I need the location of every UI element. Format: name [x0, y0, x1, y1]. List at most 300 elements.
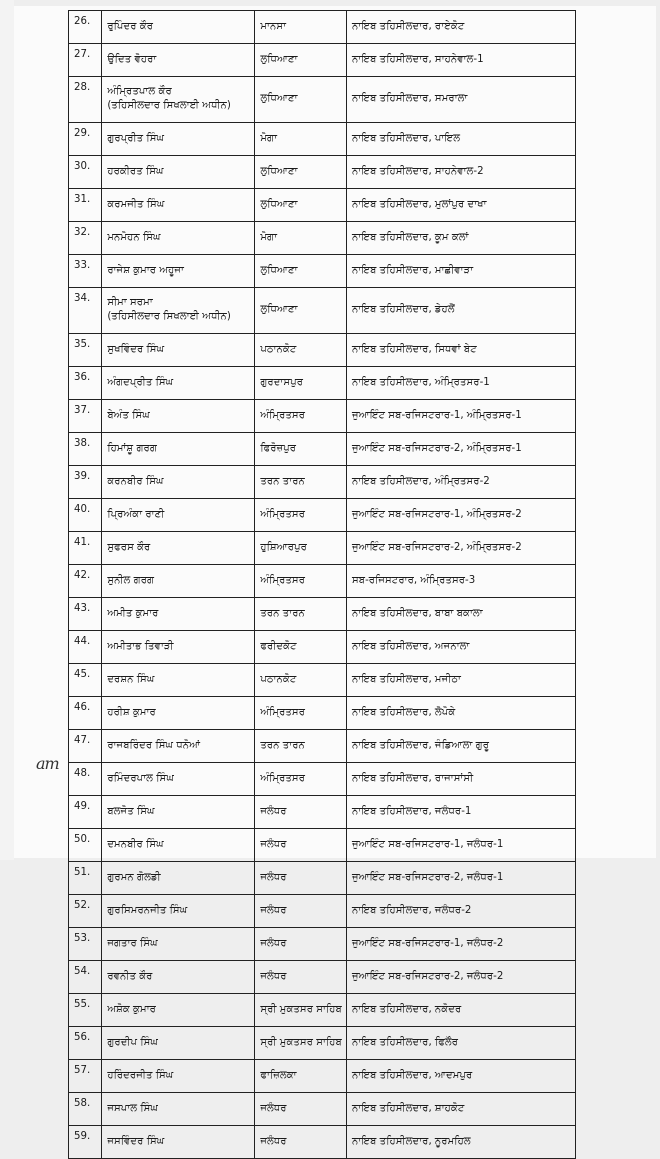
serial-number-cell — [69, 367, 102, 400]
posting-place-cell — [346, 433, 575, 466]
posting-place-text: ਨਾਇਬ ਤਹਿਸੀਲਦਾਰ, ਜੰਡਿਆਲਾ ਗੁਰੂ — [351, 739, 490, 751]
officer-name-cell — [102, 156, 255, 189]
posting-place-cell — [346, 763, 575, 796]
serial-number-text: 28. — [74, 82, 91, 93]
posting-place-cell — [346, 664, 575, 697]
posting-place-text: ਜੁਆਇੰਟ ਸਬ-ਰਜਿਸਟਰਾਰ-1, ਅੰਮ੍ਰਿਤਸਰ-1 — [351, 409, 522, 421]
officer-name-cell — [102, 994, 255, 1027]
officer-name-text: ਗੁਰਸਿਮਰਨਜੀਤ ਸਿੰਘ — [107, 904, 188, 916]
posting-place-cell — [346, 1060, 575, 1093]
table-row — [69, 1027, 576, 1060]
officer-name-text: ਰੁਪਿੰਦਰ ਕੌਰ — [107, 20, 154, 32]
table-row — [69, 829, 576, 862]
serial-number-cell — [69, 433, 102, 466]
officer-name-cell — [102, 334, 255, 367]
table-row — [69, 288, 576, 334]
table-row — [69, 1093, 576, 1126]
serial-number-text: 51. — [74, 867, 91, 878]
posting-place-text: ਨਾਇਬ ਤਹਿਸੀਲਦਾਰ, ਅਜਨਾਲਾ — [351, 640, 470, 652]
officer-name-text: ਅਮੀਤਾਭ ਤਿਵਾੜੀ — [107, 640, 174, 652]
home-district-cell — [255, 499, 347, 532]
home-district-text: ਫਰੀਦਕੋਟ — [260, 640, 297, 652]
table-row — [69, 44, 576, 77]
posting-place-text: ਨਾਇਬ ਤਹਿਸੀਲਦਾਰ, ਅੰਮ੍ਰਿਤਸਰ-1 — [351, 376, 490, 388]
officer-name-cell — [102, 829, 255, 862]
home-district-cell — [255, 1126, 347, 1159]
serial-number-text: 58. — [74, 1098, 91, 1109]
table-row — [69, 631, 576, 664]
home-district-cell — [255, 123, 347, 156]
serial-number-text: 50. — [74, 834, 91, 845]
serial-number-text: 59. — [74, 1131, 91, 1142]
serial-number-cell — [69, 222, 102, 255]
serial-number-cell — [69, 928, 102, 961]
posting-place-text: ਜੁਆਇੰਟ ਸਬ-ਰਜਿਸਟਰਾਰ-2, ਜਲੰਧਰ-2 — [351, 970, 504, 982]
home-district-cell — [255, 862, 347, 895]
posting-place-text: ਨਾਇਬ ਤਹਿਸੀਲਦਾਰ, ਲੋਪੋਕੇ — [351, 706, 456, 718]
table-row — [69, 189, 576, 222]
serial-number-text: 41. — [74, 537, 91, 548]
posting-place-cell — [346, 189, 575, 222]
home-district-text: ਤਰਨ ਤਾਰਨ — [260, 739, 305, 751]
officer-name-cell — [102, 466, 255, 499]
officer-name-cell — [102, 189, 255, 222]
officer-name-text: ਅਮੀਤ ਕੁਮਾਰ — [107, 607, 159, 619]
table-row — [69, 532, 576, 565]
posting-place-text: ਨਾਇਬ ਤਹਿਸੀਲਦਾਰ, ਸਮਰਾਲਾ — [351, 93, 468, 104]
officer-name-text: ਦਰਸ਼ਨ ਸਿੰਘ — [107, 673, 155, 685]
officer-name-text: ਕਰਨਬੀਰ ਸਿੰਘ — [107, 475, 164, 487]
posting-place-cell — [346, 730, 575, 763]
home-district-cell — [255, 255, 347, 288]
home-district-cell — [255, 796, 347, 829]
table-row — [69, 994, 576, 1027]
officer-name-cell — [102, 1126, 255, 1159]
serial-number-cell — [69, 532, 102, 565]
table-row — [69, 598, 576, 631]
officer-name-cell — [102, 763, 255, 796]
serial-number-cell — [69, 123, 102, 156]
posting-place-text: ਨਾਇਬ ਤਹਿਸੀਲਦਾਰ, ਜਲੰਧਰ-1 — [351, 805, 472, 817]
home-district-cell — [255, 156, 347, 189]
posting-place-text: ਨਾਇਬ ਤਹਿਸੀਲਦਾਰ, ਸਾਹਨੇਵਾਲ-2 — [351, 165, 484, 177]
home-district-text: ਸ੍ਰੀ ਮੁਕਤਸਰ ਸਾਹਿਬ — [260, 1036, 342, 1048]
home-district-cell — [255, 11, 347, 44]
posting-place-text: ਨਾਇਬ ਤਹਿਸੀਲਦਾਰ, ਜਲੰਧਰ-2 — [351, 904, 472, 916]
officer-name-cell — [102, 961, 255, 994]
serial-number-cell — [69, 895, 102, 928]
home-district-text: ਜਲੰਧਰ — [260, 970, 287, 982]
posting-place-text: ਨਾਇਬ ਤਹਿਸੀਲਦਾਰ, ਸ਼ਾਹਕੋਟ — [351, 1102, 465, 1114]
serial-number-cell — [69, 11, 102, 44]
officer-name-text: ਗੁਰਪ੍ਰੀਤ ਸਿੰਘ — [107, 132, 165, 144]
serial-number-text: 36. — [74, 372, 91, 383]
home-district-cell — [255, 44, 347, 77]
home-district-text: ਜਲੰਧਰ — [260, 904, 287, 916]
serial-number-text: 46. — [74, 702, 91, 713]
table-row — [69, 466, 576, 499]
home-district-cell — [255, 77, 347, 123]
serial-number-cell — [69, 1126, 102, 1159]
posting-place-cell — [346, 1093, 575, 1126]
posting-place-text: ਨਾਇਬ ਤਹਿਸੀਲਦਾਰ, ਸਾਹਨੇਵਾਲ-1 — [351, 53, 484, 65]
serial-number-text: 52. — [74, 900, 91, 911]
officer-name-cell — [102, 499, 255, 532]
posting-place-text: ਨਾਇਬ ਤਹਿਸੀਲਦਾਰ, ਡੇਹਲੋਂ — [351, 304, 455, 315]
home-district-cell — [255, 367, 347, 400]
home-district-text: ਤਰਨ ਤਾਰਨ — [260, 475, 305, 487]
home-district-cell — [255, 763, 347, 796]
officer-name-cell — [102, 928, 255, 961]
posting-place-cell — [346, 1027, 575, 1060]
serial-number-text: 43. — [74, 603, 91, 614]
home-district-text: ਸ੍ਰੀ ਮੁਕਤਸਰ ਸਾਹਿਬ — [260, 1003, 342, 1015]
officer-name-text: ਕਰਮਜੀਤ ਸਿੰਘ — [107, 198, 165, 210]
table-row — [69, 156, 576, 189]
home-district-cell — [255, 961, 347, 994]
officer-name-text: ਹਰੀਸ਼ ਕੁਮਾਰ — [107, 706, 156, 718]
serial-number-text: 57. — [74, 1065, 91, 1076]
serial-number-cell — [69, 77, 102, 123]
home-district-text: ਜਲੰਧਰ — [260, 838, 287, 850]
serial-number-cell — [69, 466, 102, 499]
officer-name-note: (ਤਹਿਸੀਲਦਾਰ ਸਿਖਲਾਈ ਅਧੀਨ) — [107, 100, 231, 111]
serial-number-text: 30. — [74, 161, 91, 172]
serial-number-text: 42. — [74, 570, 91, 581]
home-district-text: ਮਾਨਸਾ — [260, 20, 287, 32]
serial-number-text: 55. — [74, 999, 91, 1010]
officer-name-text: ਬੇਅੰਤ ਸਿੰਘ — [107, 409, 150, 421]
serial-number-cell — [69, 400, 102, 433]
officer-name-cell — [102, 433, 255, 466]
officer-name-text: ਸੁਖਵਿੰਦਰ ਸਿੰਘ — [107, 343, 165, 355]
table-row — [69, 928, 576, 961]
officer-name-text: ਜਸਪਾਲ ਸਿੰਘ — [107, 1102, 159, 1114]
table-row — [69, 763, 576, 796]
serial-number-cell — [69, 334, 102, 367]
table-row — [69, 1126, 576, 1159]
officer-name-text: ਉਦਿਤ ਵੋਹਰਾ — [107, 53, 157, 65]
posting-place-text: ਨਾਇਬ ਤਹਿਸੀਲਦਾਰ, ਮਜੀਠਾ — [351, 673, 461, 685]
home-district-cell — [255, 631, 347, 664]
posting-place-text: ਨਾਇਬ ਤਹਿਸੀਲਦਾਰ, ਰਾਏਕੋਟ — [351, 20, 465, 32]
officer-name-cell — [102, 77, 255, 123]
posting-place-cell — [346, 565, 575, 598]
officer-name-cell — [102, 862, 255, 895]
home-district-cell — [255, 222, 347, 255]
serial-number-cell — [69, 763, 102, 796]
serial-number-cell — [69, 255, 102, 288]
home-district-text: ਪਠਾਨਕੋਟ — [260, 343, 297, 355]
home-district-text: ਤਰਨ ਤਾਰਨ — [260, 607, 305, 619]
table-row — [69, 895, 576, 928]
officer-name-text: ਅਸ਼ੋਕ ਕੁਮਾਰ — [107, 1003, 156, 1015]
home-district-cell — [255, 433, 347, 466]
posting-place-cell — [346, 928, 575, 961]
home-district-cell — [255, 466, 347, 499]
posting-place-text: ਨਾਇਬ ਤਹਿਸੀਲਦਾਰ, ਮੁਲਾਂਪੁਰ ਦਾਖਾ — [351, 198, 487, 210]
posting-place-text: ਜੁਆਇੰਟ ਸਬ-ਰਜਿਸਟਰਾਰ-2, ਜਲੰਧਰ-1 — [351, 871, 504, 883]
posting-place-text: ਜੁਆਇੰਟ ਸਬ-ਰਜਿਸਟਰਾਰ-1, ਅੰਮ੍ਰਿਤਸਰ-2 — [351, 508, 522, 520]
serial-number-cell — [69, 1093, 102, 1126]
serial-number-text: 27. — [74, 49, 91, 60]
officer-name-text: ਅੰਮ੍ਰਿਤਪਾਲ ਕੌਰ — [107, 86, 172, 97]
posting-place-text: ਨਾਇਬ ਤਹਿਸੀਲਦਾਰ, ਫਿਲੌਰ — [351, 1036, 459, 1048]
officer-name-cell — [102, 44, 255, 77]
posting-place-cell — [346, 255, 575, 288]
table-row — [69, 862, 576, 895]
officer-name-cell — [102, 598, 255, 631]
posting-place-text: ਸਬ-ਰਜਿਸਟਰਾਰ, ਅੰਮ੍ਰਿਤਸਰ-3 — [351, 574, 476, 586]
officer-name-cell — [102, 664, 255, 697]
table-row — [69, 697, 576, 730]
posting-place-cell — [346, 829, 575, 862]
table-row — [69, 961, 576, 994]
officer-name-text: ਰਾਜਬਰਿੰਦਰ ਸਿੰਘ ਧਨੋਆਂ — [107, 739, 201, 751]
posting-place-text: ਜੁਆਇੰਟ ਸਬ-ਰਜਿਸਟਰਾਰ-2, ਅੰਮ੍ਰਿਤਸਰ-2 — [351, 541, 522, 553]
serial-number-cell — [69, 1060, 102, 1093]
home-district-cell — [255, 189, 347, 222]
serial-number-cell — [69, 189, 102, 222]
serial-number-cell — [69, 829, 102, 862]
home-district-text: ਫਿਰੋਜ਼ਪੁਰ — [260, 442, 297, 454]
table-row — [69, 400, 576, 433]
posting-place-text: ਨਾਇਬ ਤਹਿਸੀਲਦਾਰ, ਬਾਬਾ ਬਕਾਲਾ — [351, 607, 483, 619]
home-district-cell — [255, 598, 347, 631]
serial-number-cell — [69, 156, 102, 189]
home-district-cell — [255, 664, 347, 697]
serial-number-cell — [69, 631, 102, 664]
officer-name-cell — [102, 400, 255, 433]
scan-edge — [0, 0, 14, 860]
officer-name-cell — [102, 631, 255, 664]
serial-number-cell — [69, 961, 102, 994]
posting-place-text: ਨਾਇਬ ਤਹਿਸੀਲਦਾਰ, ਨਕੋਦਰ — [351, 1003, 462, 1015]
officer-name-cell — [102, 288, 255, 334]
posting-place-cell — [346, 631, 575, 664]
table-row — [69, 730, 576, 763]
home-district-cell — [255, 1060, 347, 1093]
serial-number-text: 48. — [74, 768, 91, 779]
home-district-cell — [255, 532, 347, 565]
officer-name-cell — [102, 1093, 255, 1126]
posting-place-cell — [346, 400, 575, 433]
posting-place-cell — [346, 862, 575, 895]
officer-name-cell — [102, 123, 255, 156]
home-district-text: ਅੰਮ੍ਰਿਤਸਰ — [260, 772, 306, 784]
posting-place-text: ਨਾਇਬ ਤਹਿਸੀਲਦਾਰ, ਸਿਧਵਾਂ ਬੇਟ — [351, 343, 477, 355]
home-district-text: ਅੰਮ੍ਰਿਤਸਰ — [260, 409, 306, 421]
officer-name-cell — [102, 367, 255, 400]
serial-number-cell — [69, 994, 102, 1027]
serial-number-text: 56. — [74, 1032, 91, 1043]
table-row — [69, 1060, 576, 1093]
serial-number-cell — [69, 565, 102, 598]
serial-number-cell — [69, 697, 102, 730]
posting-place-cell — [346, 123, 575, 156]
home-district-text: ਜਲੰਧਰ — [260, 1135, 287, 1147]
serial-number-text: 47. — [74, 735, 91, 746]
posting-place-text: ਜੁਆਇੰਟ ਸਬ-ਰਜਿਸਟਰਾਰ-1, ਜਲੰਧਰ-2 — [351, 937, 504, 949]
posting-place-text: ਨਾਇਬ ਤਹਿਸੀਲਦਾਰ, ਨੂਰਮਹਿਲ — [351, 1135, 471, 1147]
officer-name-text: ਪ੍ਰਿਅੰਕਾ ਰਾਣੀ — [107, 508, 165, 520]
posting-place-cell — [346, 994, 575, 1027]
officer-name-cell — [102, 796, 255, 829]
posting-place-cell — [346, 532, 575, 565]
officer-name-text: ਗੁਰਦੀਪ ਸਿੰਘ — [107, 1036, 158, 1048]
serial-number-cell — [69, 664, 102, 697]
officer-name-cell — [102, 565, 255, 598]
home-district-cell — [255, 895, 347, 928]
serial-number-text: 49. — [74, 801, 91, 812]
handwritten-initials: am — [36, 754, 59, 773]
posting-place-cell — [346, 11, 575, 44]
home-district-text: ਜਲੰਧਰ — [260, 937, 287, 949]
table-row — [69, 222, 576, 255]
officer-name-text: ਹਿਮਾਂਸ਼ੂ ਗਰਗ — [107, 442, 157, 454]
serial-number-text: 39. — [74, 471, 91, 482]
serial-number-cell — [69, 499, 102, 532]
home-district-text: ਲੁਧਿਆਣਾ — [260, 53, 298, 65]
officer-name-text: ਸੁਫਰਸ ਕੌਰ — [107, 541, 151, 553]
posting-place-cell — [346, 1126, 575, 1159]
home-district-text: ਅੰਮ੍ਰਿਤਸਰ — [260, 574, 306, 586]
posting-place-cell — [346, 156, 575, 189]
serial-number-text: 26. — [74, 16, 91, 27]
serial-number-text: 29. — [74, 128, 91, 139]
officer-name-cell — [102, 697, 255, 730]
posting-place-cell — [346, 44, 575, 77]
officer-name-text: ਅੰਗਦਪ੍ਰੀਤ ਸਿੰਘ — [107, 376, 174, 388]
home-district-text: ਲੁਧਿਆਣਾ — [260, 198, 298, 210]
officer-name-cell — [102, 532, 255, 565]
serial-number-cell — [69, 44, 102, 77]
serial-number-cell — [69, 288, 102, 334]
posting-place-text: ਜੁਆਇੰਟ ਸਬ-ਰਜਿਸਟਰਾਰ-2, ਅੰਮ੍ਰਿਤਸਰ-1 — [351, 442, 522, 454]
posting-table-body — [69, 11, 576, 1159]
home-district-cell — [255, 829, 347, 862]
table-row — [69, 664, 576, 697]
posting-place-text: ਜੁਆਇੰਟ ਸਬ-ਰਜਿਸਟਰਾਰ-1, ਜਲੰਧਰ-1 — [351, 838, 504, 850]
officer-name-cell — [102, 11, 255, 44]
officer-name-text: ਹਰਕੀਰਤ ਸਿੰਘ — [107, 165, 164, 177]
posting-place-cell — [346, 77, 575, 123]
serial-number-text: 40. — [74, 504, 91, 515]
home-district-cell — [255, 565, 347, 598]
posting-place-cell — [346, 367, 575, 400]
officer-name-cell — [102, 1060, 255, 1093]
home-district-text: ਜਲੰਧਰ — [260, 805, 287, 817]
posting-place-cell — [346, 288, 575, 334]
home-district-cell — [255, 697, 347, 730]
serial-number-text: 53. — [74, 933, 91, 944]
home-district-text: ਹੁਸ਼ਿਆਰਪੁਰ — [260, 541, 307, 553]
officer-name-cell — [102, 730, 255, 763]
table-row — [69, 77, 576, 123]
officer-name-text: ਹਰਿੰਦਰਜੀਤ ਸਿੰਘ — [107, 1069, 174, 1081]
officer-name-cell — [102, 255, 255, 288]
home-district-cell — [255, 288, 347, 334]
table-row — [69, 796, 576, 829]
home-district-text: ਜਲੰਧਰ — [260, 1102, 287, 1114]
home-district-text: ਪਠਾਨਕੋਟ — [260, 673, 297, 685]
home-district-text: ਅੰਮ੍ਰਿਤਸਰ — [260, 508, 306, 520]
posting-place-cell — [346, 598, 575, 631]
posting-table — [68, 10, 576, 1159]
home-district-cell — [255, 1027, 347, 1060]
home-district-cell — [255, 400, 347, 433]
home-district-text: ਫਾਜ਼ਿਲਕਾ — [260, 1069, 297, 1081]
officer-name-cell — [102, 222, 255, 255]
table-row — [69, 433, 576, 466]
table-row — [69, 334, 576, 367]
serial-number-text: 37. — [74, 405, 91, 416]
home-district-text: ਮੋਗਾ — [260, 231, 278, 243]
home-district-text: ਅੰਮ੍ਰਿਤਸਰ — [260, 706, 306, 718]
officer-name-text: ਦਮਨਬੀਰ ਸਿੰਘ — [107, 838, 164, 850]
table-row — [69, 255, 576, 288]
officer-name-text: ਜਸਵਿੰਦਰ ਸਿੰਘ — [107, 1135, 165, 1147]
posting-place-text: ਨਾਇਬ ਤਹਿਸੀਲਦਾਰ, ਆਦਮਪੁਰ — [351, 1069, 473, 1081]
table-row — [69, 499, 576, 532]
home-district-cell — [255, 1093, 347, 1126]
home-district-cell — [255, 730, 347, 763]
officer-name-cell — [102, 895, 255, 928]
officer-name-text: ਰਮਿੰਦਰਪਾਲ ਸਿੰਘ — [107, 772, 174, 784]
home-district-text: ਲੁਧਿਆਣਾ — [260, 304, 298, 315]
officer-name-text: ਸੀਮਾ ਸਰਮਾ — [107, 297, 153, 308]
posting-place-cell — [346, 499, 575, 532]
serial-number-cell — [69, 598, 102, 631]
posting-place-cell — [346, 334, 575, 367]
serial-number-text: 31. — [74, 194, 91, 205]
officer-name-text: ਸੁਨੀਲ ਗਰਗ — [107, 574, 155, 586]
serial-number-cell — [69, 730, 102, 763]
officer-name-text: ਰਾਜੇਸ਼ ਕੁਮਾਰ ਅਹੂਜਾ — [107, 264, 184, 276]
serial-number-text: 44. — [74, 636, 91, 647]
officer-name-text: ਜਗਤਾਰ ਸਿੰਘ — [107, 937, 158, 949]
posting-place-text: ਨਾਇਬ ਤਹਿਸੀਲਦਾਰ, ਅੰਮ੍ਰਿਤਸਰ-2 — [351, 475, 490, 487]
officer-name-text: ਗੁਰਮਨ ਗੋਲਡੀ — [107, 871, 161, 883]
officer-name-text: ਰਵਨੀਤ ਕੌਰ — [107, 970, 153, 982]
home-district-text: ਲੁਧਿਆਣਾ — [260, 264, 298, 276]
posting-place-text: ਨਾਇਬ ਤਹਿਸੀਲਦਾਰ, ਰਾਜਾਸਾਂਸੀ — [351, 772, 474, 784]
table-row — [69, 367, 576, 400]
serial-number-text: 45. — [74, 669, 91, 680]
home-district-text: ਲੁਧਿਆਣਾ — [260, 165, 298, 177]
table-row — [69, 123, 576, 156]
posting-place-cell — [346, 796, 575, 829]
serial-number-cell — [69, 862, 102, 895]
table-row — [69, 11, 576, 44]
posting-place-cell — [346, 895, 575, 928]
posting-place-cell — [346, 222, 575, 255]
serial-number-text: 38. — [74, 438, 91, 449]
posting-place-text: ਨਾਇਬ ਤਹਿਸੀਲਦਾਰ, ਮਾਛੀਵਾੜਾ — [351, 264, 474, 276]
serial-number-text: 32. — [74, 227, 91, 238]
serial-number-text: 54. — [74, 966, 91, 977]
home-district-text: ਗੁਰਦਾਸਪੁਰ — [260, 376, 304, 388]
posting-place-cell — [346, 466, 575, 499]
posting-place-cell — [346, 697, 575, 730]
home-district-text: ਜਲੰਧਰ — [260, 871, 287, 883]
home-district-cell — [255, 928, 347, 961]
posting-place-text: ਨਾਇਬ ਤਹਿਸੀਲਦਾਰ, ਪਾਇਲ — [351, 132, 461, 144]
serial-number-text: 33. — [74, 260, 91, 271]
officer-name-text: ਮਨਮੋਹਨ ਸਿੰਘ — [107, 231, 161, 243]
serial-number-cell — [69, 796, 102, 829]
home-district-text: ਲੁਧਿਆਣਾ — [260, 93, 298, 104]
